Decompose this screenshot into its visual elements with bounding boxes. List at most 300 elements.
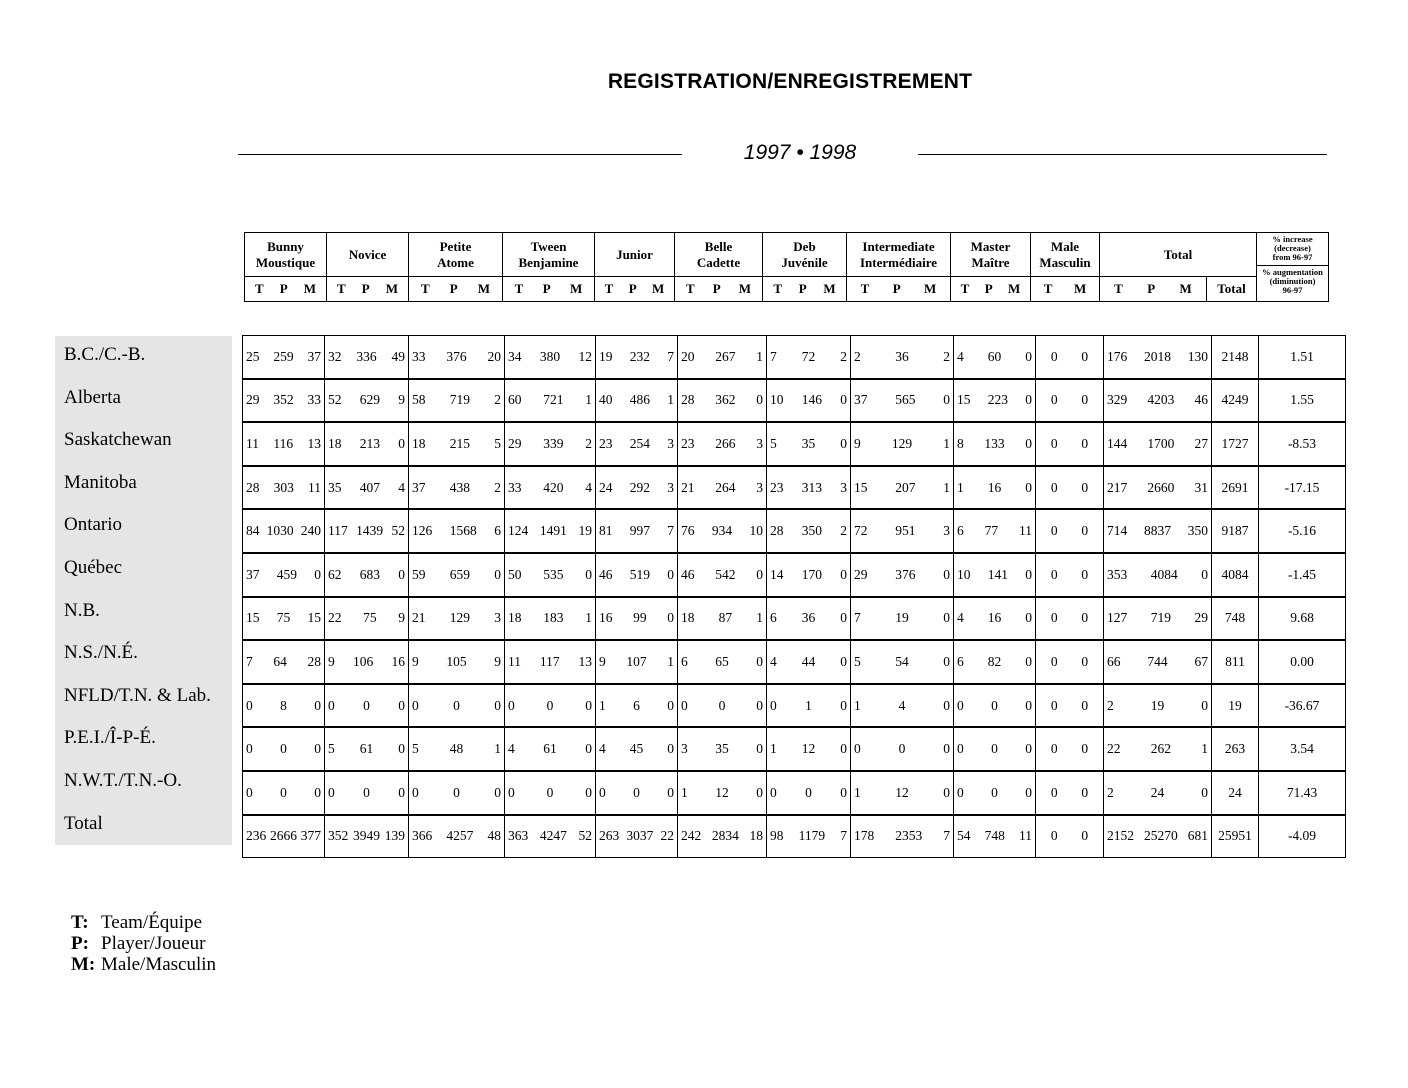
legend-item — [71, 912, 216, 933]
cell-value: 0 — [314, 566, 321, 582]
cell-value: 3 — [756, 479, 763, 495]
value-group — [596, 727, 678, 771]
cell-value: 72 — [854, 523, 868, 539]
cell-value: 0 — [1050, 523, 1058, 539]
category-header: Master Maître — [951, 233, 1031, 277]
category-header: Bunny Moustique — [245, 233, 327, 277]
value-group — [1036, 727, 1104, 771]
cell-value: 11 — [1019, 828, 1032, 844]
sub-header-label: T — [421, 281, 430, 296]
cell-value: 0 — [363, 697, 370, 713]
cell-value: 52 — [391, 523, 405, 539]
season-year: 1997 • 1998 — [743, 141, 857, 164]
cell-value: 13 — [307, 435, 321, 451]
value-group — [851, 597, 954, 641]
row-total: 4084 — [1212, 553, 1259, 597]
cell-value: 0 — [246, 784, 253, 800]
value-group — [1104, 466, 1212, 510]
cell-value: 6 — [957, 523, 964, 539]
cell-value: 0 — [770, 784, 777, 800]
cell-value: 1 — [756, 348, 763, 364]
cell-value: 126 — [412, 523, 433, 539]
value-group — [1104, 684, 1212, 728]
cell-value: 11 — [1019, 523, 1032, 539]
cell-value: 0 — [280, 741, 287, 757]
value-group — [409, 379, 505, 423]
cell-value: 0 — [585, 697, 592, 713]
cell-value: 7 — [854, 610, 861, 626]
cell-value: 0 — [494, 784, 501, 800]
value-group — [325, 422, 409, 466]
cell-value: 1700 — [1147, 435, 1175, 451]
cell-value: 683 — [359, 566, 380, 582]
cell-value: 0 — [840, 392, 847, 408]
legend-item — [71, 933, 216, 954]
value-group — [1104, 422, 1212, 466]
row-label: NFLD/T.N. & Lab. — [64, 684, 211, 706]
legend-item — [71, 954, 216, 975]
cell-value: 18 — [328, 435, 342, 451]
value-group — [505, 336, 596, 379]
cell-value: 1 — [494, 741, 501, 757]
cell-value: 0 — [1081, 523, 1089, 539]
cell-value: 29 — [508, 435, 522, 451]
value-group — [325, 597, 409, 641]
cell-value: 35 — [328, 479, 342, 495]
value-group — [243, 727, 325, 771]
sub-header-label: M — [303, 281, 316, 296]
cell-value: 0 — [1201, 784, 1208, 800]
cell-value: 0 — [585, 741, 592, 757]
value-group — [678, 336, 767, 379]
cell-value: 0 — [840, 741, 847, 757]
row-pct-change: -36.67 — [1259, 684, 1346, 728]
sub-header-label: T — [337, 281, 346, 296]
cell-value: 6 — [681, 653, 688, 669]
cell-value: 144 — [1107, 435, 1128, 451]
row-total: 1727 — [1212, 422, 1259, 466]
value-group — [596, 640, 678, 684]
cell-value: 0 — [718, 697, 726, 713]
cell-value: 0 — [398, 435, 405, 451]
row-total: 263 — [1212, 727, 1259, 771]
cell-value: 29 — [854, 566, 868, 582]
cell-value: 0 — [1081, 435, 1089, 451]
value-group — [954, 509, 1036, 553]
cell-value: 542 — [715, 566, 736, 582]
value-group — [243, 379, 325, 423]
sub-header-label: M — [738, 281, 751, 296]
cell-value: 0 — [546, 697, 554, 713]
cell-value: 23 — [681, 435, 695, 451]
cell-value: 0 — [1025, 610, 1032, 626]
cell-value: 0 — [1025, 697, 1032, 713]
cell-value: 35 — [801, 435, 816, 451]
cell-value: 714 — [1107, 523, 1128, 539]
value-group — [1104, 379, 1212, 423]
legend-text: Male/Masculin — [101, 954, 217, 975]
row-pct-change: 1.55 — [1259, 379, 1346, 423]
cell-value: 0 — [585, 566, 592, 582]
cell-value: 380 — [539, 348, 561, 364]
cell-value: 2660 — [1147, 479, 1175, 495]
cell-value: 16 — [391, 653, 405, 669]
value-group — [409, 684, 505, 728]
value-group — [409, 466, 505, 510]
cell-value: 22 — [660, 828, 674, 844]
cell-value: 4 — [770, 653, 777, 669]
table-row — [243, 422, 1346, 466]
cell-value: 1439 — [356, 523, 384, 539]
row-total: 19 — [1212, 684, 1259, 728]
value-group — [851, 422, 954, 466]
cell-value: 15 — [246, 610, 260, 626]
sub-header-group — [503, 277, 595, 302]
cell-value: 264 — [715, 479, 736, 495]
cell-value: 7 — [667, 523, 674, 539]
cell-value: 60 — [987, 348, 1002, 364]
cell-value: 2353 — [895, 828, 923, 844]
cell-value: 217 — [1107, 479, 1128, 495]
cell-value: 0 — [943, 741, 950, 757]
cell-value: 19 — [599, 348, 613, 364]
row-pct-change: -5.16 — [1259, 509, 1346, 553]
sub-header-label: T — [686, 281, 695, 296]
value-group — [767, 597, 851, 641]
sub-header-label: M — [1073, 281, 1087, 296]
cell-value: 0 — [667, 566, 674, 582]
cell-value: 659 — [449, 566, 470, 582]
cell-value: 0 — [546, 784, 554, 800]
cell-value: 0 — [585, 784, 592, 800]
row-total: 748 — [1212, 597, 1259, 641]
cell-value: 4203 — [1147, 392, 1175, 408]
row-label: Québec — [64, 556, 123, 578]
cell-value: 3 — [840, 479, 847, 495]
value-group — [325, 727, 409, 771]
cell-value: 141 — [987, 566, 1008, 582]
value-group — [409, 771, 505, 815]
cell-value: 22 — [328, 610, 342, 626]
cell-value: 0 — [412, 784, 419, 800]
cell-value: 46 — [681, 566, 695, 582]
cell-value: 107 — [626, 653, 647, 669]
value-group — [954, 727, 1036, 771]
cell-value: 19 — [895, 610, 909, 626]
cell-value: 2 — [494, 392, 501, 408]
value-group — [596, 815, 678, 858]
cell-value: 0 — [1050, 784, 1058, 800]
cell-value: 12 — [578, 348, 592, 364]
cell-value: 353 — [1107, 566, 1128, 582]
value-group — [505, 684, 596, 728]
value-group — [954, 336, 1036, 379]
sub-header-label: P — [712, 281, 721, 296]
table-row — [243, 640, 1346, 684]
cell-value: 75 — [363, 610, 377, 626]
value-group — [851, 336, 954, 379]
cell-value: 0 — [328, 697, 335, 713]
row-label: Ontario — [64, 514, 123, 536]
cell-value: 313 — [801, 479, 822, 495]
cell-value: 1568 — [449, 523, 477, 539]
cell-value: 28 — [770, 523, 784, 539]
value-group — [596, 597, 678, 641]
value-group — [409, 336, 505, 379]
value-group — [954, 553, 1036, 597]
sub-header-label: P — [449, 281, 458, 296]
cell-value: 0 — [1081, 348, 1089, 364]
cell-value: 0 — [1081, 741, 1089, 757]
cell-value: 362 — [715, 392, 736, 408]
cell-value: 36 — [895, 348, 909, 364]
value-group — [325, 466, 409, 510]
cell-value: 139 — [384, 828, 405, 844]
cell-value: 0 — [805, 784, 812, 800]
value-group — [596, 684, 678, 728]
cell-value: 18 — [508, 610, 522, 626]
cell-value: 170 — [801, 566, 822, 582]
value-group — [851, 815, 954, 858]
cell-value: 54 — [957, 828, 971, 844]
row-labels — [55, 336, 232, 845]
legend-text: Player/Joueur — [101, 933, 206, 954]
value-group — [678, 771, 767, 815]
value-group — [1036, 336, 1104, 379]
value-group — [1104, 640, 1212, 684]
cell-value: 3 — [667, 479, 674, 495]
sub-header-group — [1031, 277, 1100, 302]
cell-value: 12 — [801, 741, 816, 757]
cell-value: 72 — [801, 348, 816, 364]
table-row — [243, 771, 1346, 815]
cell-value: 4 — [898, 697, 906, 713]
cell-value: 352 — [328, 828, 349, 844]
cell-value: 681 — [1187, 828, 1208, 844]
table-row — [243, 466, 1346, 510]
value-group — [678, 597, 767, 641]
cell-value: 0 — [667, 697, 674, 713]
value-group — [596, 466, 678, 510]
cell-value: 48 — [487, 828, 501, 844]
cell-value: 0 — [1050, 435, 1058, 451]
cell-value: 5 — [328, 741, 335, 757]
value-group — [678, 640, 767, 684]
cell-value: 5 — [770, 435, 777, 451]
cell-value: 0 — [1050, 828, 1058, 844]
sub-header-label: T — [1114, 281, 1123, 296]
value-group — [1104, 727, 1212, 771]
value-group — [243, 771, 325, 815]
category-header: Petite Atome — [409, 233, 503, 277]
value-group — [596, 422, 678, 466]
value-group — [851, 379, 954, 423]
legend-key: M: — [71, 954, 96, 975]
cell-value: 23 — [770, 479, 784, 495]
table-row — [243, 553, 1346, 597]
cell-value: 40 — [599, 392, 613, 408]
sub-header-label: P — [892, 281, 901, 296]
cell-value: 236 — [246, 828, 267, 844]
value-group — [325, 771, 409, 815]
value-group — [596, 553, 678, 597]
cell-value: 52 — [328, 392, 342, 408]
row-total: 9187 — [1212, 509, 1259, 553]
cell-value: 292 — [629, 479, 650, 495]
cell-value: 0 — [1081, 784, 1089, 800]
value-group — [325, 336, 409, 379]
cell-value: 15 — [307, 610, 321, 626]
cell-value: 176 — [1107, 348, 1128, 364]
cell-value: 4257 — [446, 828, 474, 844]
row-pct-change: -1.45 — [1259, 553, 1346, 597]
category-header: Total — [1100, 233, 1257, 277]
cell-value: 13 — [578, 653, 592, 669]
value-group — [678, 422, 767, 466]
cell-value: 0 — [1025, 653, 1032, 669]
cell-value: 19 — [578, 523, 592, 539]
cell-value: 3 — [667, 435, 674, 451]
row-label: B.C./C.-B. — [64, 344, 146, 365]
cell-value: 81 — [599, 523, 613, 539]
cell-value: 0 — [1050, 653, 1058, 669]
value-group — [851, 727, 954, 771]
cell-value: 36 — [801, 610, 816, 626]
cell-value: 11 — [308, 479, 321, 495]
category-header: Junior — [595, 233, 675, 277]
cell-value: 31 — [1194, 479, 1208, 495]
value-group — [767, 509, 851, 553]
cell-value: 105 — [446, 653, 467, 669]
cell-value: 213 — [359, 435, 380, 451]
sub-header-label: T — [773, 281, 783, 296]
cell-value: 61 — [543, 741, 557, 757]
total-header: Total — [1207, 277, 1257, 302]
cell-value: 124 — [508, 523, 529, 539]
sub-header-label: M — [652, 281, 665, 296]
cell-value: 254 — [629, 435, 650, 451]
category-header: Belle Cadette — [675, 233, 763, 277]
value-group — [851, 684, 954, 728]
page-title: REGISTRATION/ENREGISTREMENT — [607, 70, 973, 93]
cell-value: 0 — [1050, 610, 1058, 626]
cell-value: 0 — [840, 435, 847, 451]
cell-value: 9 — [854, 435, 861, 451]
cell-value: 1 — [943, 479, 950, 495]
sub-header-label: T — [1043, 281, 1053, 296]
cell-value: 37 — [412, 479, 426, 495]
cell-value: 459 — [276, 566, 297, 582]
cell-value: 4 — [585, 479, 592, 495]
row-pct-change: 71.43 — [1259, 771, 1346, 815]
row-pct-change: 3.54 — [1259, 727, 1346, 771]
cell-value: 266 — [715, 435, 736, 451]
cell-value: 11 — [246, 435, 259, 451]
sub-header-group — [595, 277, 675, 302]
value-group — [1036, 379, 1104, 423]
legend-text: Team/Équipe — [101, 912, 203, 933]
value-group — [954, 640, 1036, 684]
cell-value: 1 — [667, 392, 674, 408]
cell-value: 9 — [494, 653, 501, 669]
sub-header-label: P — [628, 281, 637, 296]
cell-value: 0 — [943, 784, 950, 800]
value-group — [851, 640, 954, 684]
value-group — [767, 771, 851, 815]
value-group — [851, 509, 954, 553]
cell-value: 0 — [770, 697, 777, 713]
legend — [71, 912, 216, 975]
cell-value: 32 — [328, 348, 342, 364]
cell-value: 0 — [991, 784, 998, 800]
cell-value: 146 — [801, 392, 822, 408]
cell-value: 1 — [943, 435, 950, 451]
pct-change-header — [1257, 233, 1329, 302]
cell-value: 99 — [633, 610, 647, 626]
cell-value: 64 — [273, 653, 287, 669]
cell-value: 60 — [508, 392, 522, 408]
cell-value: 10 — [749, 523, 763, 539]
row-label: N.B. — [64, 599, 100, 621]
cell-value: 129 — [891, 435, 913, 451]
value-group — [767, 336, 851, 379]
cell-value: 0 — [840, 784, 847, 800]
row-label: Saskatchewan — [64, 429, 172, 451]
cell-value: 1 — [667, 653, 674, 669]
row-label: Alberta — [64, 386, 121, 408]
cell-value: 2 — [854, 348, 861, 364]
table-row — [243, 336, 1346, 379]
sub-header-label: M — [1008, 281, 1021, 296]
cell-value: 46 — [1194, 392, 1208, 408]
cell-value: 2 — [585, 435, 592, 451]
cell-value: 28 — [246, 479, 260, 495]
row-label: N.W.T./T.N.-O. — [64, 769, 182, 791]
cell-value: 719 — [1150, 610, 1171, 626]
value-group — [851, 466, 954, 510]
table-row — [243, 727, 1346, 771]
value-group — [325, 815, 409, 858]
value-group — [243, 597, 325, 641]
cell-value: 2834 — [711, 828, 739, 844]
cell-value: 7 — [943, 828, 950, 844]
value-group — [678, 553, 767, 597]
cell-value: 0 — [1025, 479, 1032, 495]
value-group — [767, 684, 851, 728]
value-group — [767, 553, 851, 597]
cell-value: 0 — [508, 697, 515, 713]
cell-value: 45 — [629, 741, 644, 757]
value-group — [325, 509, 409, 553]
cell-value: 11 — [508, 653, 521, 669]
value-group — [243, 422, 325, 466]
cell-value: 18 — [749, 828, 763, 844]
sub-header-label: P — [798, 281, 807, 296]
sub-header-label: M — [924, 281, 937, 296]
value-group — [505, 597, 596, 641]
cell-value: 0 — [494, 566, 501, 582]
value-group — [767, 640, 851, 684]
cell-value: 61 — [359, 741, 374, 757]
cell-value: 27 — [1194, 435, 1208, 451]
value-group — [954, 771, 1036, 815]
value-group — [325, 553, 409, 597]
sub-header-group — [245, 277, 327, 302]
cell-value: 34 — [508, 348, 522, 364]
cell-value: 0 — [398, 566, 405, 582]
row-pct-change: 9.68 — [1259, 597, 1346, 641]
cell-value: 0 — [1081, 697, 1089, 713]
